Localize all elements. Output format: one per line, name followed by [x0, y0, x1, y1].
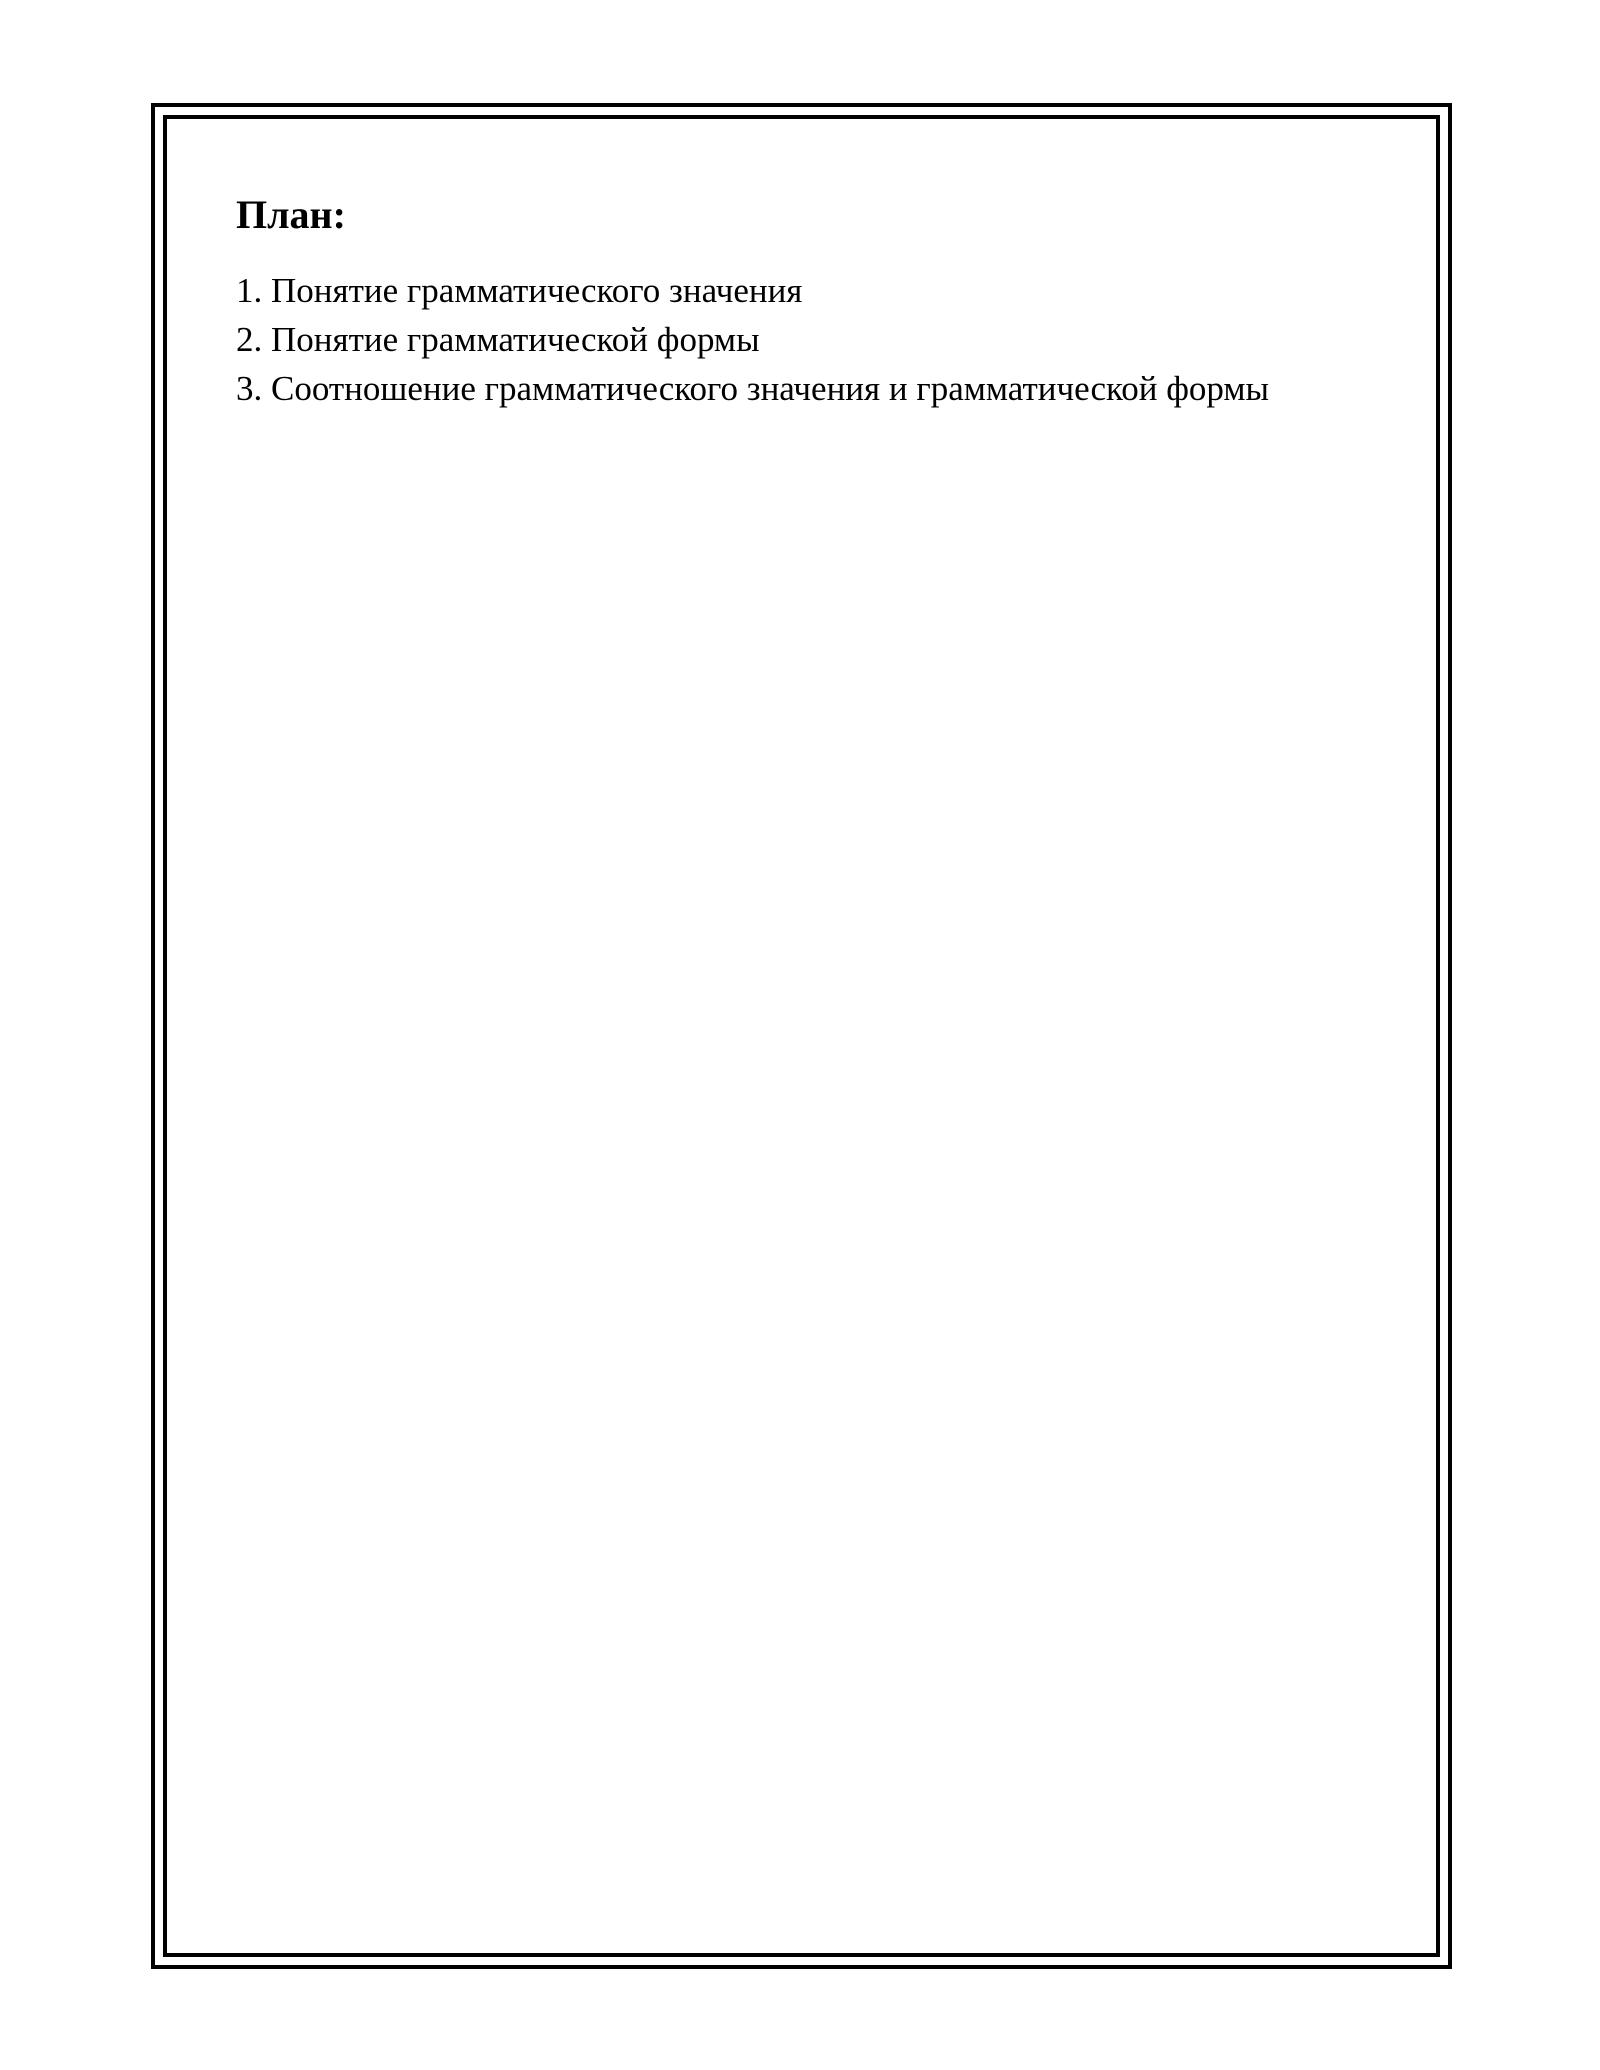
plan-item-number: 2.	[236, 320, 263, 359]
plan-heading: План:	[236, 192, 346, 237]
plan-item-text: Соотношение грамматического значения и грамматической формы	[271, 369, 1270, 408]
plan-item-2	[236, 315, 1386, 364]
plan-item-text: Понятие грамматического значения	[271, 271, 803, 310]
document-body	[236, 190, 1386, 413]
plan-item-number: 3.	[236, 369, 263, 408]
plan-item-number: 1.	[236, 271, 263, 310]
plan-item-3	[236, 364, 1386, 413]
plan-item-text: Понятие грамматической формы	[271, 320, 760, 359]
plan-list	[236, 266, 1386, 413]
plan-item-1	[236, 266, 1386, 315]
